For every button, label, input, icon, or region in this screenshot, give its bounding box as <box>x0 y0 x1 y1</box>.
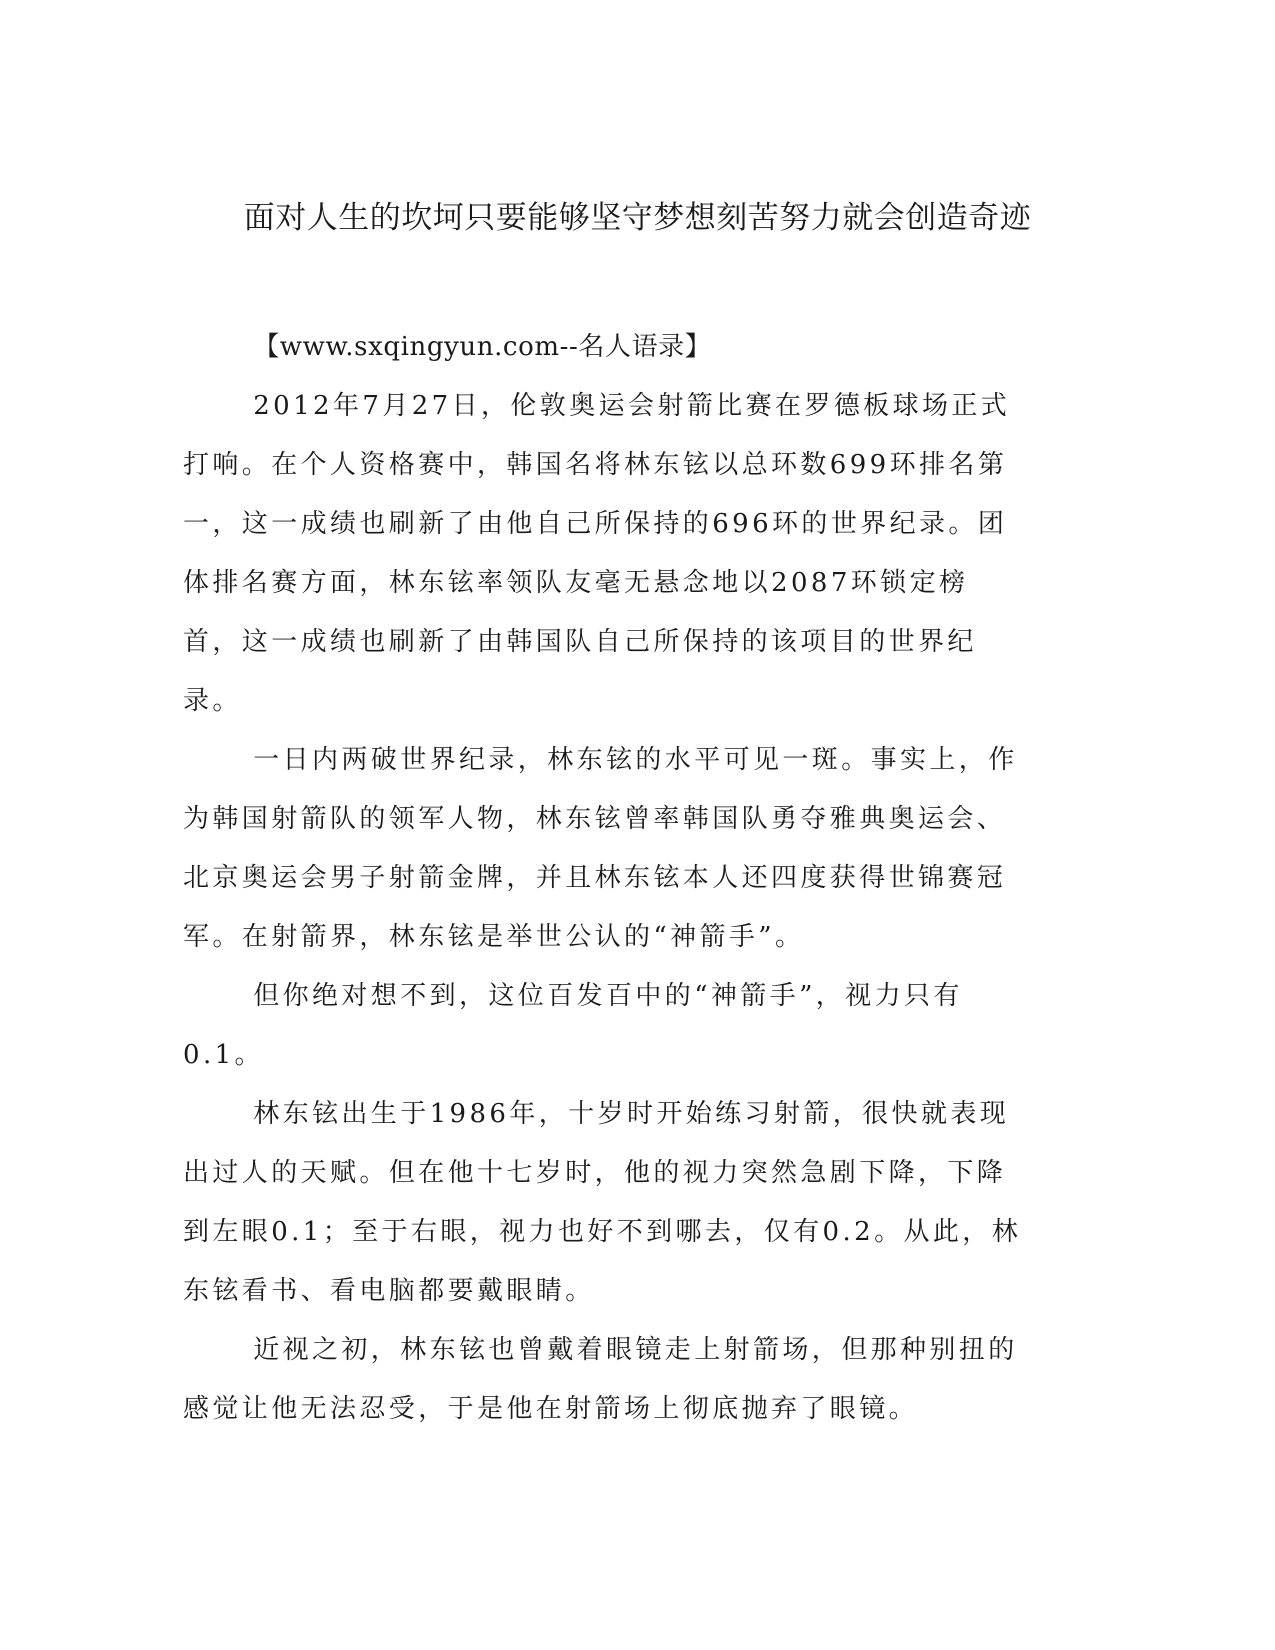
paragraph-1: 2012年7月27日，伦敦奥运会射箭比赛在罗德板球场正式打响。在个人资格赛中，韩国名将林东铉以总环数699环排名第一，这一成绩也刷新了由他自己所保持的696环的世界纪录。团体排名赛方面，林东铉率领队友毫无悬念地以2087环锁定榜首，这一成绩也刷新了由韩国队自己所保持的该项目的世界纪录。 <box>183 391 1011 716</box>
document-title: 面对人生的坎坷只要能够坚守梦想刻苦努力就会创造奇迹 <box>243 200 1032 236</box>
paragraph-4: 林东铉出生于1986年，十岁时开始练习射箭，很快就表现出过人的天赋。但在他十七岁时，他的视力突然急剧下降，下降到左眼0.1；至于右眼，视力也好不到哪去，仅有0.2。从此，林东铉看书、看电脑都要戴眼睛。 <box>183 1099 1022 1306</box>
paragraph-2: 一日内两破世界纪录，林东铉的水平可见一斑。事实上，作为韩国射箭队的领军人物，林东铉曾率韩国队勇夺雅典奥运会、北京奥运会男子射箭金牌，并且林东铉本人还四度获得世锦赛冠军。在射箭界，林东铉是举世公认的“神箭手”。 <box>183 745 1018 952</box>
paragraph-3: 但你绝对想不到，这位百发百中的“神箭手”，视力只有0.1。 <box>183 981 963 1070</box>
document-body <box>183 318 1023 1439</box>
paragraph-5: 近视之初，林东铉也曾戴着眼镜走上射箭场，但那种别扭的感觉让他无法忍受，于是他在射箭场上彻底抛弃了眼镜。 <box>183 1335 1018 1424</box>
source-line: 【www.sxqingyun.com--名人语录】 <box>253 332 712 362</box>
